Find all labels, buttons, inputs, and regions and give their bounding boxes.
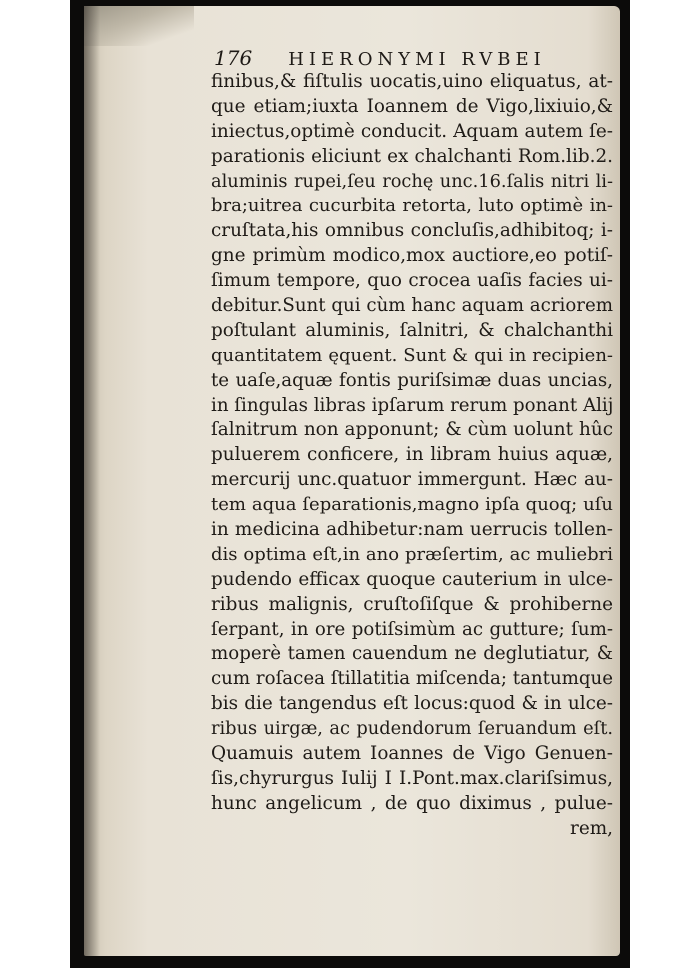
text-line: in medicina adhibetur:nam uerrucis tollen- <box>211 519 613 541</box>
text-line: puluerem conficere, in libram huius aquæ, <box>211 444 613 466</box>
text-line: ribus malignis, cruſtoſiſque & prohiberne <box>211 593 613 615</box>
catchword: rem, <box>570 817 613 839</box>
text-line: quantitatem ęquent. Sunt & qui in recipien- <box>211 344 613 366</box>
running-title: HIERONYMI RVBEI <box>288 49 546 70</box>
text-line: ſimum tempore, quo crocea uaſis facies ui- <box>211 270 613 292</box>
text-line: te uaſe,aquæ fontis puriſsimæ duas uncias, <box>211 369 613 391</box>
text-line: Quamuis autem Ioannes de Vigo Genuen- <box>211 743 613 765</box>
text-line: parationis eliciunt ex chalchanti Rom.lib.2. <box>211 145 613 167</box>
text-line: aluminis rupei,ſeu rochę unc.16.ſalis nitri li- <box>211 170 613 192</box>
text-line: poſtulant aluminis, ſalnitri, & chalchanthi <box>211 319 613 341</box>
text-line: tem aqua ſeparationis,magno ipſa quoq; uſu <box>211 494 613 516</box>
text-line: gne primùm modico,mox auctiore,eo potiſ- <box>211 245 613 267</box>
running-head <box>214 46 614 72</box>
text-line: dis optima eſt,in ano præſertim, ac muliebri <box>211 543 613 565</box>
text-line: debitur.Sunt qui cùm hanc aquam acriorem <box>211 295 613 317</box>
text-line: finibus,& fiſtulis uocatis,uino eliquatus, at- <box>211 71 613 92</box>
text-line: bra;uitrea cucurbita retorta, luto optimè in- <box>211 195 613 217</box>
text-line: iniectus,optimè conducit. Aquam autem ſe- <box>211 120 613 142</box>
text-line: cruſtata,his omnibus concluſis,adhibitoq; i- <box>211 220 613 242</box>
text-line: cum roſacea ſtillatitia miſcenda; tantumque <box>211 668 614 690</box>
text-line: moperè tamen cauendum ne deglutiatur, & <box>211 643 613 665</box>
page-number: 176 <box>214 46 253 70</box>
text-line: que etiam;iuxta Ioannem de Vigo,lixiuio,& <box>211 95 613 117</box>
text-line: ribus uirgæ, ac pudendorum ſeruandum eſt. <box>211 718 613 740</box>
text-line: mercurij unc.quatuor immergunt. Hæc au- <box>211 469 613 491</box>
text-line: bis die tangendus eſt locus:quod & in ulce- <box>211 693 613 715</box>
text-line: ſalnitrum non apponunt; & cùm uolunt hûc <box>211 419 613 441</box>
text-line: ſis,chyrurgus Iulij I I.Pont.max.clariſsimus, <box>211 767 613 789</box>
text-line: pudendo efficax quoque cauterium in ulce- <box>211 568 613 590</box>
text-line: ſerpant, in ore potiſsimùm ac gutture; ſum- <box>211 618 613 640</box>
text-line: in ſingulas libras ipſarum rerum ponant Alij <box>211 394 614 416</box>
body-text <box>211 70 613 842</box>
text-line: hunc angelicum , de quo diximus , pulue- <box>211 792 613 814</box>
